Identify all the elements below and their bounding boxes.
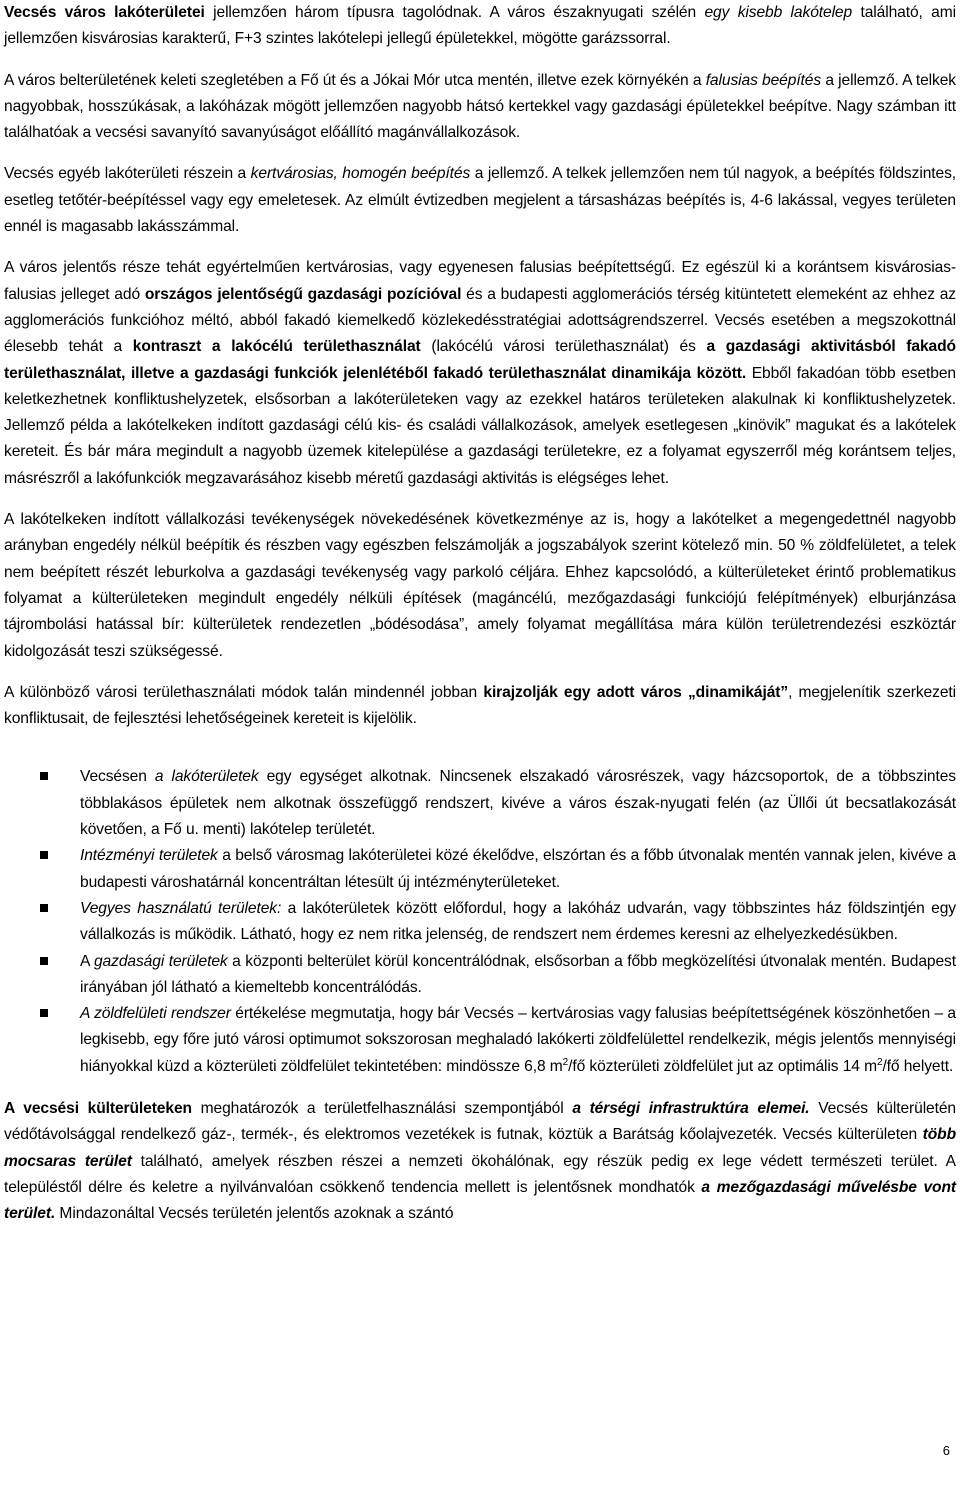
list-item: A gazdasági területek a központi belterület körül koncentrálódnak, elsősorban a főbb megközelítési útvonalak mentén. Budapest irányában jól látható a kiemeltebb koncentrálódás. [4,949,956,1002]
bold-phrase: Vecsés város lakóterületei [4,4,205,21]
bold-phrase: a gazdasági aktivitásból fakadó területhasználat, illetve a gazdasági funkciók jelenlétéből fakadó területhasználat dinamikája között. [4,338,956,382]
bullet-list [4,764,956,1080]
paragraph-economic-contrast: A város jelentős része tehát egyértelműen kertvárosias, vagy egyenesen falusias beépítettségű. Ez egészül ki a korántsem kisvárosias-falusias jelleget adó országos jelentőségű gazdasági pozícióval és a budapesti agglomerációs térség kitüntetett elemeként az ehhez az agglomerációs funkcióhoz méltó, abból fakadó kiemelkedő közlekedésstratégiai adottságrendszerrel. Vecsés esetében a megszokottnál élesebb tehát a kontraszt a lakócélú területhasználat (lakócélú városi területhasználat) és a gazdasági aktivitásból fakadó területhasználat, illetve a gazdasági funkciók jelenlétéből fakadó területhasználat dinamikája között. Ebből fakadóan több esetben keletkezhetnek konfliktushelyzetek, elsősorban a lakóterületeken vagy az ezekkel határos területeken alakulnak ki konfliktushelyzetek. Jellemző példa a lakótelkeken indított gazdasági célú kis- és családi vállalkozások, amelyek esetlegesen „kinövik” magukat és a lakótelek kereteit. És bár mára megindult a nagyobb üzemek kitelepülése a gazdasági területekre, ez a folyamat egyszerről még korántsem teljes, másrészről a lakófunkciók megzavarásához kisebb méretű gazdasági aktivitás is elégséges lehet. [4,259,956,487]
italic-phrase: egy kisebb lakótelep [704,4,853,21]
paragraph-residential-types: Vecsés város lakóterületei jellemzően három típusra tagolódnak. A város északnyugati szélén egy kisebb lakótelep található, ami jellemzően kisvárosias karakterű, F+3 szintes lakótelepi jellegű épületekkel, mögötte garázssorral. [4,4,956,48]
bold-italic-phrase: több mocsaras terület [4,1126,956,1170]
bold-italic-phrase: a mezőgazdasági művelésbe vont terület. [4,1178,956,1223]
paragraph-land-use-modes: A különböző városi területhasználati módok talán mindennél jobban kirajzolják egy adott város „dinamikáját”, megjelenítik szerkezeti konfliktusait, de fejlesztési lehetőségeinek kereteit is kijelölik. [4,683,956,728]
page-number: 6 [942,1443,950,1458]
paragraph-outskirts: A vecsési külterületeken meghatározók a területfelhasználási szempontjából a térségi infrastruktúra elemei. Vecsés külterületén védőtávolsággal rendelkező gáz-, termék-, és elektromos vezetékek is futnak, köztük a Barátság kőolajvezeték. Vecsés külterületen több mocsaras terület található, amelyek részben részei a nemzeti ökohálónak, egy részük pedig ex lege védett természeti terület. A településtől délre és keletre a nyilvánvalóan csökkenő tendencia mellett is jelentősnek mondhatók a mezőgazdasági művelésbe vont terület. Mindazonáltal Vecsés területén jelentős azoknak a szántó [4,1099,957,1223]
italic-phrase: Vegyes használatú területek: [80,899,282,917]
bold-phrase: kirajzolják egy adott város „dinamikáját” [483,683,789,701]
italic-phrase: gazdasági területek [93,952,228,970]
square-bullet-icon [40,851,48,859]
bold-italic-phrase: a térségi infrastruktúra elemei. [572,1099,810,1117]
bold-phrase: országos jelentőségű gazdasági pozícióval [144,285,462,303]
square-bullet-icon [40,904,48,912]
list-item: A zöldfelületi rendszer értékelése megmutatja, hogy bár Vecsés – kertvárosias vagy falusias beépítettségének köszönhetően – a legkisebb, egy főre jutó városi optimumot sokszorosan meghaladó lakókerti zöldfelülettel rendelkezik, mégis jelentős mennyiségi hiányokkal küzd a közterületi zöldfelület tekintetében: mindössze 6,8 $m^2/fő$ közterületi zöldfelület jut az optimális 14 $m^2/fő$ helyett. [4,1001,956,1080]
paragraph-business-growth: A lakótelkeken indított vállalkozási tevékenységek növekedésének következménye az is, hogy a lakótelket a megengedettnél nagyobb arányban engedély nélkül beépítik és részben vagy egészben felszámolják a jogszabályok szerint kötelező min. 50 % zöldfelületet, a telek nem beépített részét leburkolva a gazdasági tevékenység vagy parkoló céljára. Ehhez kapcsolódó, a külterületeket érintő problematikus folyamat a külterületeken megindult engedély nélküli építések (magáncélú, mezőgazdasági funkciójú felépítmények) elburjánzása tájrombolási hatással bír: külterületek rendezetlen „bódésodása”, amely folyamat megállítása mára külön területrendezési eszköztár kidolgozását teszi szükségessé. [4,511,956,660]
list-item: Vecsésen a lakóterületek egy egységet alkotnak. Nincsenek elszakadó városrészek, vagy házcsoportok, de a többszintes többlakásos épületek nem alkotnak összefüggő rendszert, kivéve a város észak-nyugati felén (az Üllői út becsatlakozását követően, a Fő u. menti) lakótelep területét. [4,764,956,843]
italic-phrase: A zöldfelületi rendszer [80,1005,231,1023]
paragraph-suburban-area: Vecsés egyéb lakóterületi részein a kertvárosias, homogén beépítés a jellemző. A telkek jellemzően nem túl nagyok, a beépítés földszintes, esetleg tetőtér-beépítéssel vagy egy emeletesek. Az elmúlt évtizedben megjelent a társasházas beépítés is, 4-6 lakással, vegyes területen ennél is magasabb lakásszámmal. [4,165,956,236]
document-page [4,0,956,1227]
square-bullet-icon [40,1009,48,1017]
paragraph-village-area: A város belterületének keleti szegletében a Fő út és a Jókai Mór utca mentén, illetve ezek környékén a falusias beépítés a jellemző. A telkek nagyobbak, hosszúkásak, a lakóházak mögött jellemzően nagyobb hátsó kertekkel vagy gazdasági épületekkel beépítve. Nagy számban itt találhatóak a vecsési savanyító savanyúságot előállító magánvállalkozások. [4,71,956,142]
list-item: Intézményi területek a belső városmag lakóterületei közé ékelődve, elszórtan és a főbb útvonalak mentén vannak jelen, kivéve a budapesti városhatárnál koncentráltan létesült új intézményterületeket. [4,843,956,896]
bold-phrase: kontraszt a lakócélú területhasználat [132,338,421,356]
square-bullet-icon [40,772,48,780]
italic-phrase: Intézményi területek [80,847,218,865]
square-bullet-icon [40,957,48,965]
italic-phrase: kertvárosias, homogén beépítés [250,165,471,183]
italic-phrase: a lakóterületek [154,768,259,786]
italic-phrase: falusias beépítés [705,71,822,89]
bold-phrase: A vecsési külterületeken [4,1099,192,1117]
list-item: Vegyes használatú területek: a lakóterületek között előfordul, hogy a lakóház udvarán, vagy többszintes ház földszintjén egy vállalkozás is működik. Látható, hogy ez nem ritka jelenség, de rendszert nem érdemes keresni az elhelyezkedésükben. [4,896,956,949]
